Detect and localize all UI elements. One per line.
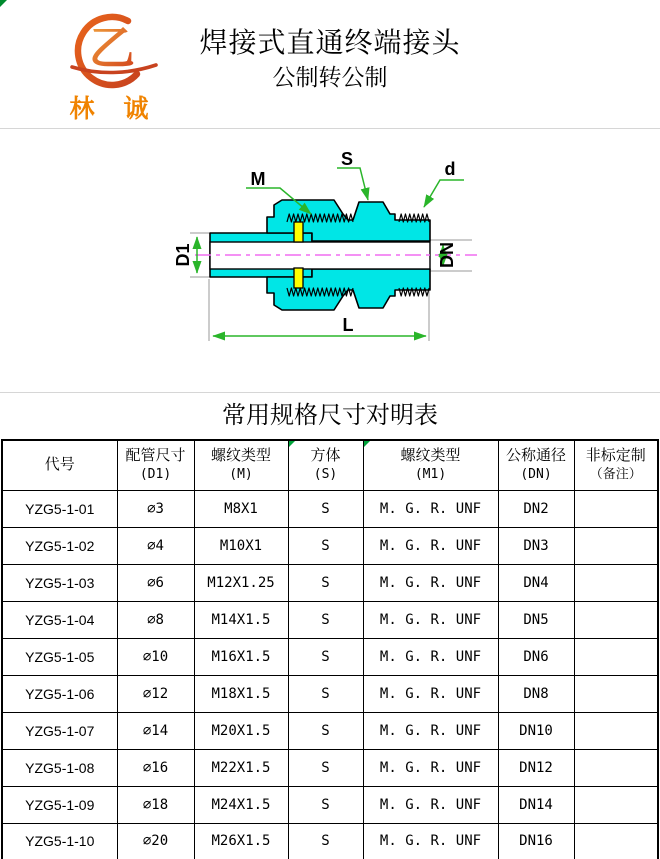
cell-note [574, 675, 658, 712]
cell-m: M24X1.5 [194, 786, 288, 823]
cell-m: M22X1.5 [194, 749, 288, 786]
column-sublabel: (D1) [139, 467, 172, 483]
cell-d1: ∅8 [117, 601, 194, 638]
cell-s: S [288, 527, 363, 564]
column-header-2 [194, 440, 288, 490]
cell-m: M16X1.5 [194, 638, 288, 675]
table-header-row [2, 440, 658, 490]
header-section [0, 0, 660, 129]
cell-m1: M. G. R. UNF [363, 638, 498, 675]
cell-s: S [288, 601, 363, 638]
title-block [0, 26, 660, 94]
column-label: 非标定制 [585, 448, 646, 465]
ferrule-top [294, 222, 303, 242]
cell-code: YZG5-1-07 [2, 712, 117, 749]
table-row [2, 786, 658, 823]
cell-note [574, 749, 658, 786]
cell-code: YZG5-1-04 [2, 601, 117, 638]
cell-note [574, 786, 658, 823]
cell-dn: DN8 [498, 675, 574, 712]
logo-name-left: 林 [69, 96, 95, 123]
column-sublabel: (M) [229, 467, 253, 483]
label-length-l: L [342, 315, 354, 335]
label-tube-d1: D1 [173, 243, 193, 267]
cell-m: M14X1.5 [194, 601, 288, 638]
spec-table [1, 439, 659, 859]
cell-code: YZG5-1-06 [2, 675, 117, 712]
cell-m: M26X1.5 [194, 823, 288, 859]
cell-note [574, 601, 658, 638]
cell-s: S [288, 786, 363, 823]
cell-d1: ∅18 [117, 786, 194, 823]
table-title: 常用规格尺寸对明表 [222, 403, 438, 429]
cell-note [574, 527, 658, 564]
table-row [2, 601, 658, 638]
table-row [2, 527, 658, 564]
page-subtitle: 公制转公制 [272, 65, 388, 90]
cell-s: S [288, 749, 363, 786]
cell-code: YZG5-1-05 [2, 638, 117, 675]
table-row [2, 675, 658, 712]
table-row [2, 638, 658, 675]
column-header-5 [498, 440, 574, 490]
column-sublabel: (DN) [520, 467, 552, 483]
header-flag-icon [289, 441, 295, 447]
cell-m1: M. G. R. UNF [363, 749, 498, 786]
cell-m1: M. G. R. UNF [363, 675, 498, 712]
cell-dn: DN10 [498, 712, 574, 749]
column-label: 配管尺寸 [125, 448, 186, 465]
cell-s: S [288, 564, 363, 601]
cell-m: M20X1.5 [194, 712, 288, 749]
cell-s: S [288, 638, 363, 675]
cell-code: YZG5-1-02 [2, 527, 117, 564]
table-row [2, 490, 658, 527]
column-label: 代号 [44, 456, 75, 473]
cell-dn: DN2 [498, 490, 574, 527]
column-label: 螺纹类型 [400, 448, 461, 465]
cell-m: M8X1 [194, 490, 288, 527]
cell-dn: DN16 [498, 823, 574, 859]
cell-d1: ∅16 [117, 749, 194, 786]
table-row [2, 564, 658, 601]
cell-s: S [288, 712, 363, 749]
header-flag-icon [364, 441, 370, 447]
column-header-0 [2, 440, 117, 490]
column-label: 螺纹类型 [210, 448, 271, 465]
column-header-1 [117, 440, 194, 490]
label-bore-dn: DN [437, 242, 457, 268]
cell-m1: M. G. R. UNF [363, 527, 498, 564]
table-row [2, 749, 658, 786]
logo-symbol: 乙 [89, 23, 135, 74]
column-header-6 [574, 440, 658, 490]
column-sublabel: (M1) [414, 467, 447, 483]
logo-name-right: 诚 [123, 96, 149, 123]
column-label: 公称通径 [505, 448, 566, 465]
cell-m1: M. G. R. UNF [363, 490, 498, 527]
label-thread-d: d [444, 159, 456, 179]
cell-dn: DN4 [498, 564, 574, 601]
cell-dn: DN14 [498, 786, 574, 823]
ferrule-bottom [294, 268, 303, 288]
cell-dn: DN3 [498, 527, 574, 564]
table-row [2, 823, 658, 859]
column-sublabel: (S) [313, 467, 338, 483]
column-header-3 [288, 440, 363, 490]
cell-code: YZG5-1-03 [2, 564, 117, 601]
fitting-drawing [0, 129, 660, 391]
cell-d1: ∅12 [117, 675, 194, 712]
cell-d1: ∅14 [117, 712, 194, 749]
column-label: 方体 [310, 448, 341, 465]
sheet-corner-marker [0, 0, 7, 7]
cell-m1: M. G. R. UNF [363, 786, 498, 823]
cell-code: YZG5-1-01 [2, 490, 117, 527]
label-hex-s: S [340, 149, 354, 169]
cell-d1: ∅20 [117, 823, 194, 859]
cell-m1: M. G. R. UNF [363, 823, 498, 859]
cell-s: S [288, 675, 363, 712]
cell-d1: ∅6 [117, 564, 194, 601]
cell-note [574, 712, 658, 749]
column-header-4 [363, 440, 498, 490]
cell-m: M12X1.25 [194, 564, 288, 601]
cell-dn: DN12 [498, 749, 574, 786]
cell-dn: DN5 [498, 601, 574, 638]
cell-note [574, 564, 658, 601]
cell-m: M10X1 [194, 527, 288, 564]
cell-note [574, 638, 658, 675]
table-row [2, 712, 658, 749]
cell-code: YZG5-1-08 [2, 749, 117, 786]
cell-code: YZG5-1-09 [2, 786, 117, 823]
cell-code: YZG5-1-10 [2, 823, 117, 859]
column-sublabel: （备注） [589, 467, 642, 483]
cell-d1: ∅10 [117, 638, 194, 675]
cell-dn: DN6 [498, 638, 574, 675]
cell-note [574, 823, 658, 859]
cell-s: S [288, 823, 363, 859]
label-thread-m: M [250, 169, 266, 189]
cell-s: S [288, 490, 363, 527]
cell-m: M18X1.5 [194, 675, 288, 712]
cell-note [574, 490, 658, 527]
cell-m1: M. G. R. UNF [363, 564, 498, 601]
cell-m1: M. G. R. UNF [363, 712, 498, 749]
cell-m1: M. G. R. UNF [363, 601, 498, 638]
page-title: 焊接式直通终端接头 [199, 28, 461, 59]
cell-d1: ∅4 [117, 527, 194, 564]
drawing-section [0, 129, 660, 393]
cell-d1: ∅3 [117, 490, 194, 527]
